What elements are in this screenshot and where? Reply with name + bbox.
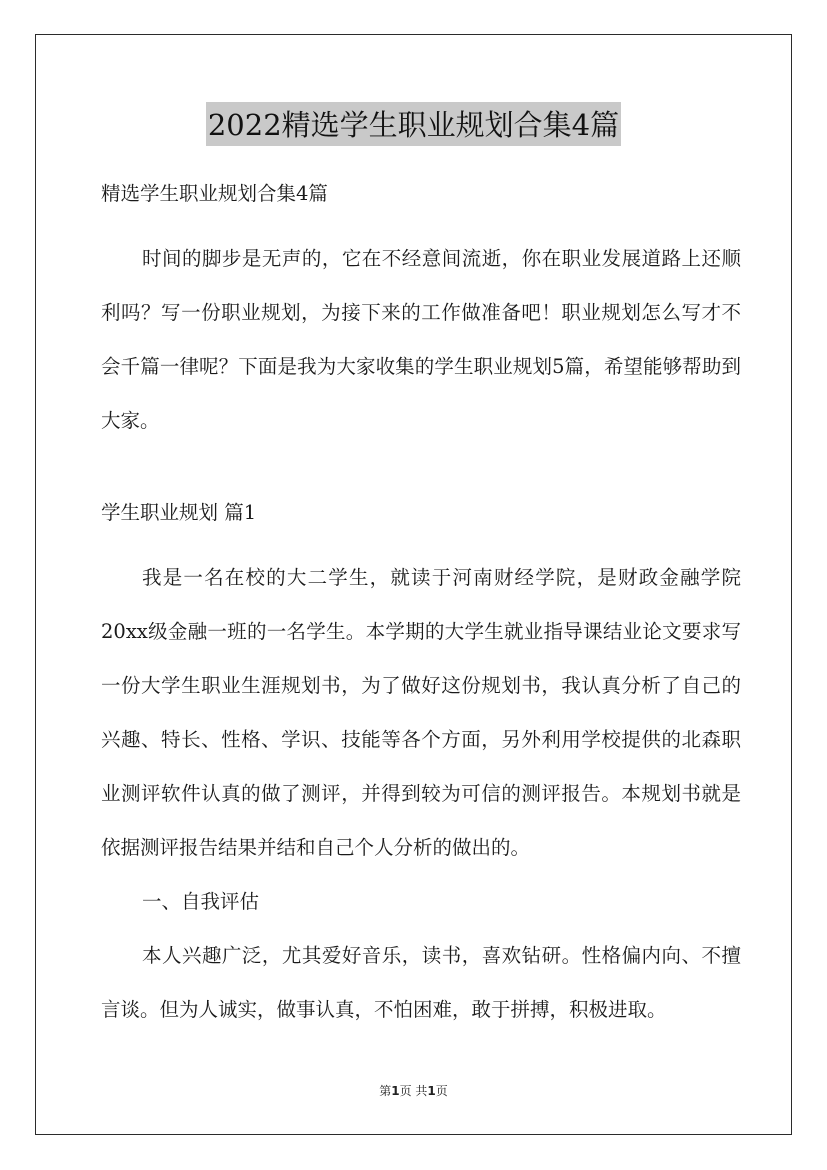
footer-page-prefix: 第 (379, 1084, 392, 1098)
section-heading: 学生职业规划 篇1 (101, 501, 257, 524)
footer-page-current: 1 (391, 1084, 400, 1098)
footer-page-mid: 页 共 (399, 1084, 428, 1098)
self-evaluation-paragraph: 本人兴趣广泛，尤其爱好音乐，读书，喜欢钻研。性格偏内向、不擅言谈。但为人诚实，做事认真，不怕困难，敢于拼搏，积极进取。 (101, 944, 741, 1021)
self-evaluation-heading: 一、自我评估 (142, 890, 260, 913)
document-body (101, 174, 741, 1037)
document-title-wrapper (0, 102, 827, 146)
page-footer (0, 1082, 827, 1099)
intro-paragraph: 时间的脚步是无声的，它在不经意间流逝，你在职业发展道路上还顺利吗？写一份职业规划，为接下来的工作做准备吧！职业规划怎么写才不会千篇一律呢？下面是我为大家收集的学生职业规划5篇，希望能够帮助到大家。 (101, 247, 741, 432)
footer-page-suffix: 页 (435, 1084, 448, 1098)
document-title: 2022精选学生职业规划合集4篇 (206, 102, 621, 146)
footer-page-total: 1 (427, 1084, 436, 1098)
document-subtitle: 精选学生职业规划合集4篇 (101, 182, 328, 205)
section-paragraph: 我是一名在校的大二学生，就读于河南财经学院，是财政金融学院20xx级金融一班的一名学生。本学期的大学生就业指导课结业论文要求写一份大学生职业生涯规划书，为了做好这份规划书，我认真分析了自己的兴趣、特长、性格、学识、技能等各个方面，另外利用学校提供的北森职业测评软件认真的做了测评，并得到较为可信的测评报告。本规划书就是依据测评报告结果并结和自己个人分析的做出的。 (101, 566, 741, 859)
